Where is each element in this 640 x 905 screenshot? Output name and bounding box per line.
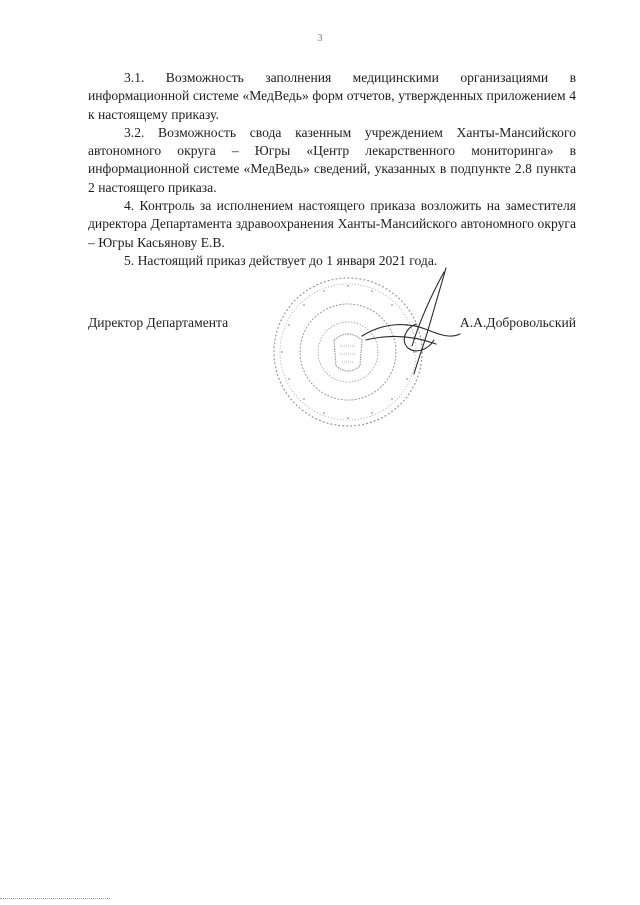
document-body bbox=[88, 69, 576, 270]
signature-block bbox=[88, 312, 576, 432]
page-number: 3 bbox=[317, 33, 323, 44]
paragraph-5: 5. Настоящий приказ действует до 1 января 2021 года. bbox=[124, 252, 438, 268]
handwritten-signature-icon bbox=[356, 264, 466, 379]
paragraph-4: 4. Контроль за исполнением настоящего приказа возложить на заместителя директора Департамента здравоохранения Ханты-Мансийского автономного округа – Югры Касьянову Е.В. bbox=[88, 198, 576, 250]
signatory-title: Директор Департамента bbox=[88, 315, 229, 330]
scan-edge-divider bbox=[0, 898, 110, 899]
signatory-name: А.А.Добровольский bbox=[459, 315, 576, 330]
paragraph-3-2: 3.2. Возможность свода казенным учреждением Ханты-Мансийского автономного округа – Югры «Центр лекарственного мониторинга» в информационной системе «МедВедь» сведений, указанных в подпункте 2.8 пункта 2 настоящего приказа. bbox=[88, 124, 576, 195]
paragraph-3-1: 3.1. Возможность заполнения медицинскими организациями в информационной системе «МедВедь» форм отчетов, утвержденных приложением 4 к настоящему приказу. bbox=[88, 70, 576, 122]
